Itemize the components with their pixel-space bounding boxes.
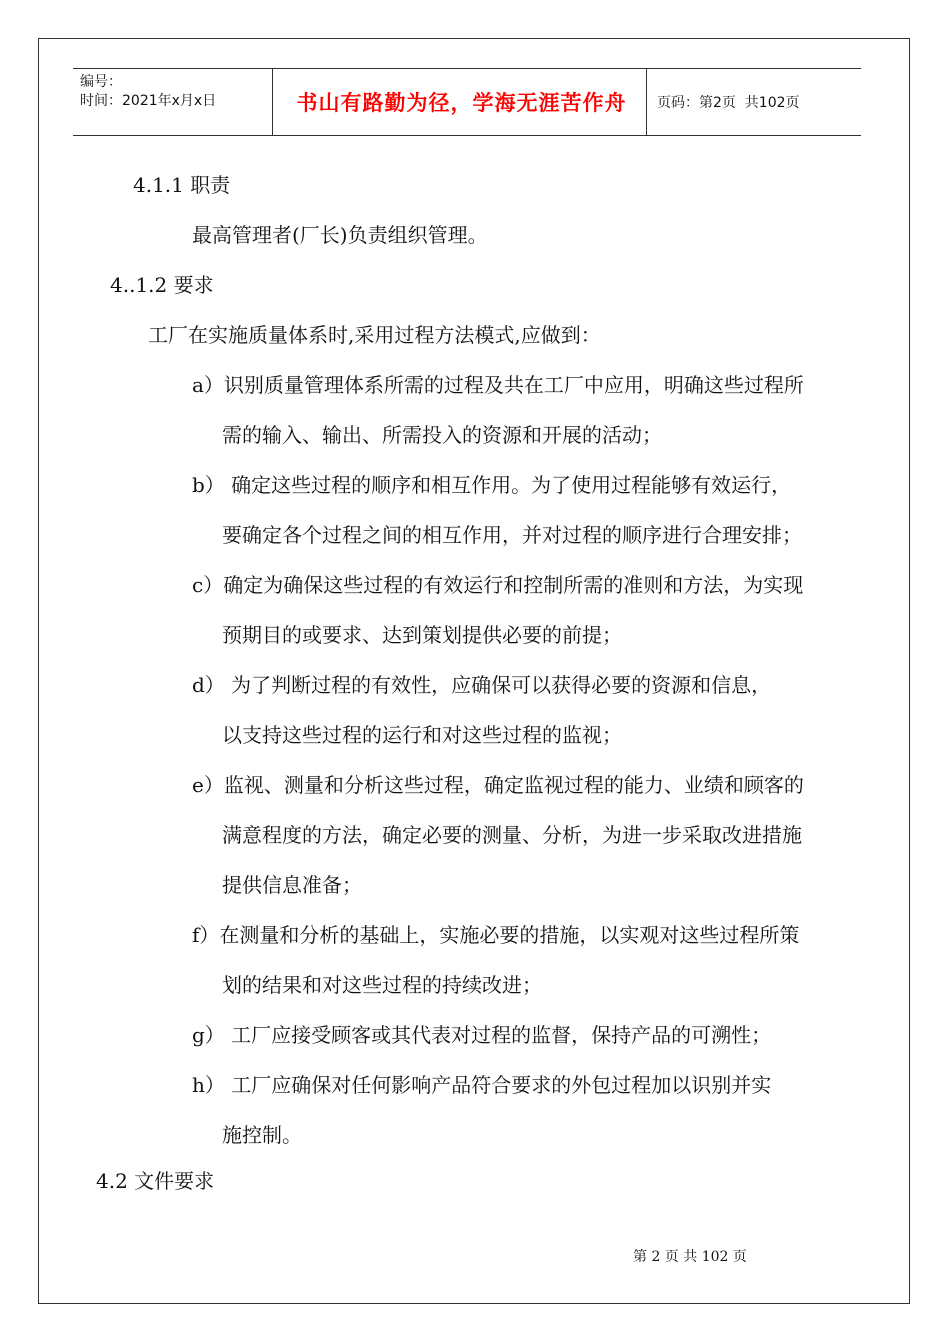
- list-item-a: a）识别质量管理体系所需的过程及共在工厂中应用，明确这些过程所: [192, 373, 804, 397]
- header-meta: [73, 69, 273, 135]
- list-item-e-cont: 提供信息准备；: [222, 873, 362, 897]
- list-item-f: f）在测量和分析的基础上，实施必要的措施，以实观对这些过程所策: [192, 923, 800, 947]
- header-page-info: 页码：第2页 共102页: [657, 95, 800, 111]
- page-footer: 第 2 页 共 102 页: [633, 1249, 747, 1265]
- list-item-h: h） 工厂应确保对任何影响产品符合要求的外包过程加以识别并实: [192, 1073, 772, 1097]
- document-header: [73, 68, 861, 136]
- paragraph: 最高管理者(厂长)负责组织管理。: [192, 223, 488, 247]
- list-item-b: b） 确定这些过程的顺序和相互作用。为了使用过程能够有效运行，: [192, 473, 792, 497]
- section-heading-4-2: 4.2 文件要求: [96, 1169, 215, 1193]
- list-item-c: c）确定为确保这些过程的有效运行和控制所需的准则和方法，为实现: [192, 573, 804, 597]
- section-heading-4-1-2: 4..1.2 要求: [110, 273, 214, 297]
- list-item-a-cont: 需的输入、输出、所需投入的资源和开展的活动；: [222, 423, 662, 447]
- paragraph: 工厂在实施质量体系时,采用过程方法模式,应做到：: [148, 323, 601, 347]
- section-heading-4-1-1: 4.1.1 职责: [133, 173, 231, 197]
- header-motto: 书山有路勤为径，学海无涯苦作舟: [273, 69, 647, 135]
- list-item-f-cont: 划的结果和对这些过程的持续改进；: [222, 973, 542, 997]
- list-item-d-cont: 以支持这些过程的运行和对这些过程的监视；: [222, 723, 622, 747]
- document-time: 时间：2021年x月x日: [80, 93, 217, 109]
- list-item-d: d） 为了判断过程的有效性，应确保可以获得必要的资源和信息，: [192, 673, 772, 697]
- list-item-c-cont: 预期目的或要求、达到策划提供必要的前提；: [222, 623, 622, 647]
- document-number-label: 编号：: [80, 74, 122, 90]
- list-item-h-cont: 施控制。: [222, 1123, 302, 1147]
- list-item-g: g） 工厂应接受顾客或其代表对过程的监督，保持产品的可溯性；: [192, 1023, 772, 1047]
- list-item-e-cont: 满意程度的方法，确定必要的测量、分析，为进一步采取改进措施: [222, 823, 802, 847]
- list-item-b-cont: 要确定各个过程之间的相互作用，并对过程的顺序进行合理安排；: [222, 523, 802, 547]
- list-item-e: e）监视、测量和分析这些过程，确定监视过程的能力、业绩和顾客的: [192, 773, 804, 797]
